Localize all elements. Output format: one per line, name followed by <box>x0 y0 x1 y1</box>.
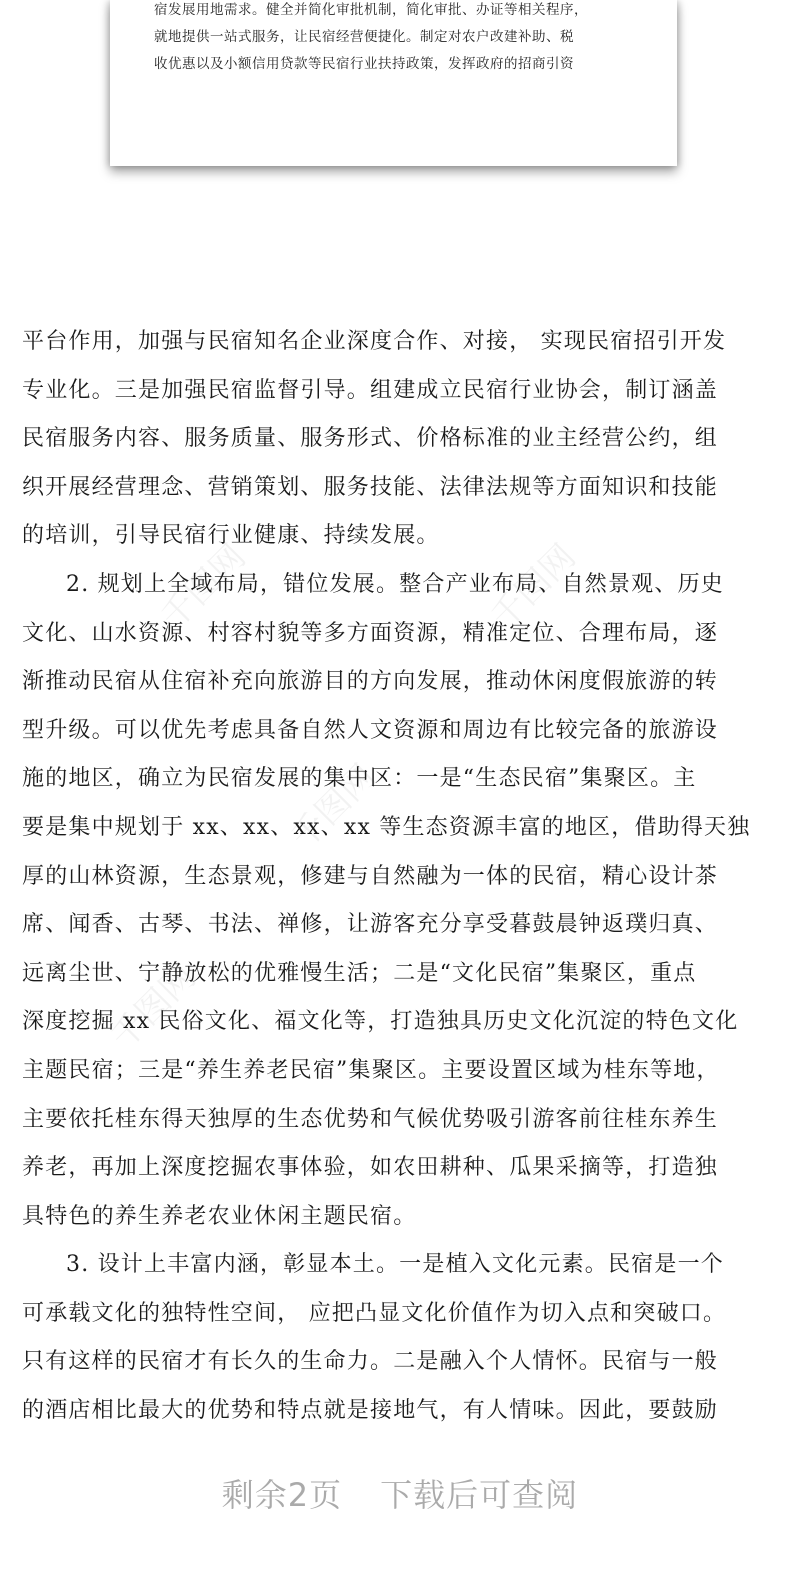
watermark-logo: 千图网 <box>103 956 204 1058</box>
watermark-logo: 千图网 <box>483 536 584 638</box>
preview-card-text <box>154 0 647 78</box>
document-line: 文化、山水资源、村容村貌等多方面资源，精准定位、合理布局，逐 <box>22 620 719 646</box>
document-line: 渐推动民宿从住宿补充向旅游目的方向发展，推动休闲度假旅游的转 <box>22 669 719 695</box>
document-line: 平台作用，加强与民宿知名企业深度合作、对接， 实现民宿招引开发 <box>22 329 727 354</box>
document-line: 要是集中规划于 xx、xx、xx、xx 等生态资源丰富的地区，借助得天独 <box>22 814 751 840</box>
document-line: 民宿服务内容、服务质量、服务形式、价格标准的业主经营公约，组 <box>22 426 719 452</box>
preview-page-card <box>110 0 677 166</box>
document-body <box>22 318 778 1436</box>
watermark-logo: 千图网 <box>153 536 254 638</box>
document-line: 可承载文化的独特性空间， 应把凸显文化价值作为切入点和突破口。 <box>22 1300 727 1326</box>
document-line: 主要依托桂东得天独厚的生态优势和气候优势吸引游客前往桂东养生 <box>22 1106 719 1132</box>
section-heading-line: 3. 设计上丰富内涵，彰显本土。一是植入文化元素。民宿是一个 <box>66 1252 724 1278</box>
document-line: 席、闻香、古琴、书法、禅修，让游客充分享受暮鼓晨钟返璞归真、 <box>22 912 719 938</box>
document-line: 养老，再加上深度挖掘农事体验，如农田耕种、瓜果采摘等，打造独 <box>22 1155 719 1181</box>
preview-card-line: 收优惠以及小额信用贷款等民宿行业扶持政策，发挥政府的招商引资 <box>154 56 574 72</box>
document-line: 施的地区，确立为民宿发展的集中区：一是“生态民宿”集聚区。主 <box>22 766 697 792</box>
preview-card-line: 就地提供一站式服务，让民宿经营便捷化。制定对农户改建补助、税 <box>154 29 574 45</box>
document-line: 专业化。三是加强民宿监督引导。组建成立民宿行业协会，制订涵盖 <box>22 377 719 403</box>
document-line: 的培训，引导民宿行业健康、持续发展。 <box>22 523 440 549</box>
preview-card-line: 宿发展用地需求。健全并简化审批机制，简化审批、办证等相关程序， <box>154 2 588 18</box>
document-line: 主题民宿；三是“养生养老民宿”集聚区。主要设置区域为桂东等地， <box>22 1057 720 1083</box>
download-prompt[interactable] <box>0 1470 800 1516</box>
document-line: 远离尘世、宁静放松的优雅慢生活；二是“文化民宿”集聚区，重点 <box>22 960 697 986</box>
document-line: 只有这样的民宿才有长久的生命力。二是融入个人情怀。民宿与一般 <box>22 1349 719 1375</box>
watermark-logo: 千图网 <box>283 756 384 858</box>
section-heading-line: 2. 规划上全域布局，错位发展。整合产业布局、自然景观、历史 <box>66 571 724 597</box>
remaining-pages-label: 剩余2页 <box>221 1476 343 1514</box>
document-line: 具特色的养生养老农业休闲主题民宿。 <box>22 1203 417 1229</box>
download-to-view-label[interactable]: 下载后可查阅 <box>380 1476 579 1514</box>
document-line: 织开展经营理念、营销策划、服务技能、法律法规等方面知识和技能 <box>22 474 719 500</box>
document-line: 深度挖掘 xx 民俗文化、福文化等，打造独具历史文化沉淀的特色文化 <box>22 1009 739 1035</box>
document-line: 厚的山林资源，生态景观，修建与自然融为一体的民宿，精心设计茶 <box>22 863 719 889</box>
document-line: 的酒店相比最大的优势和特点就是接地气，有人情味。因此，要鼓励 <box>22 1398 719 1424</box>
document-line: 型升级。可以优先考虑具备自然人文资源和周边有比较完备的旅游设 <box>22 717 719 743</box>
